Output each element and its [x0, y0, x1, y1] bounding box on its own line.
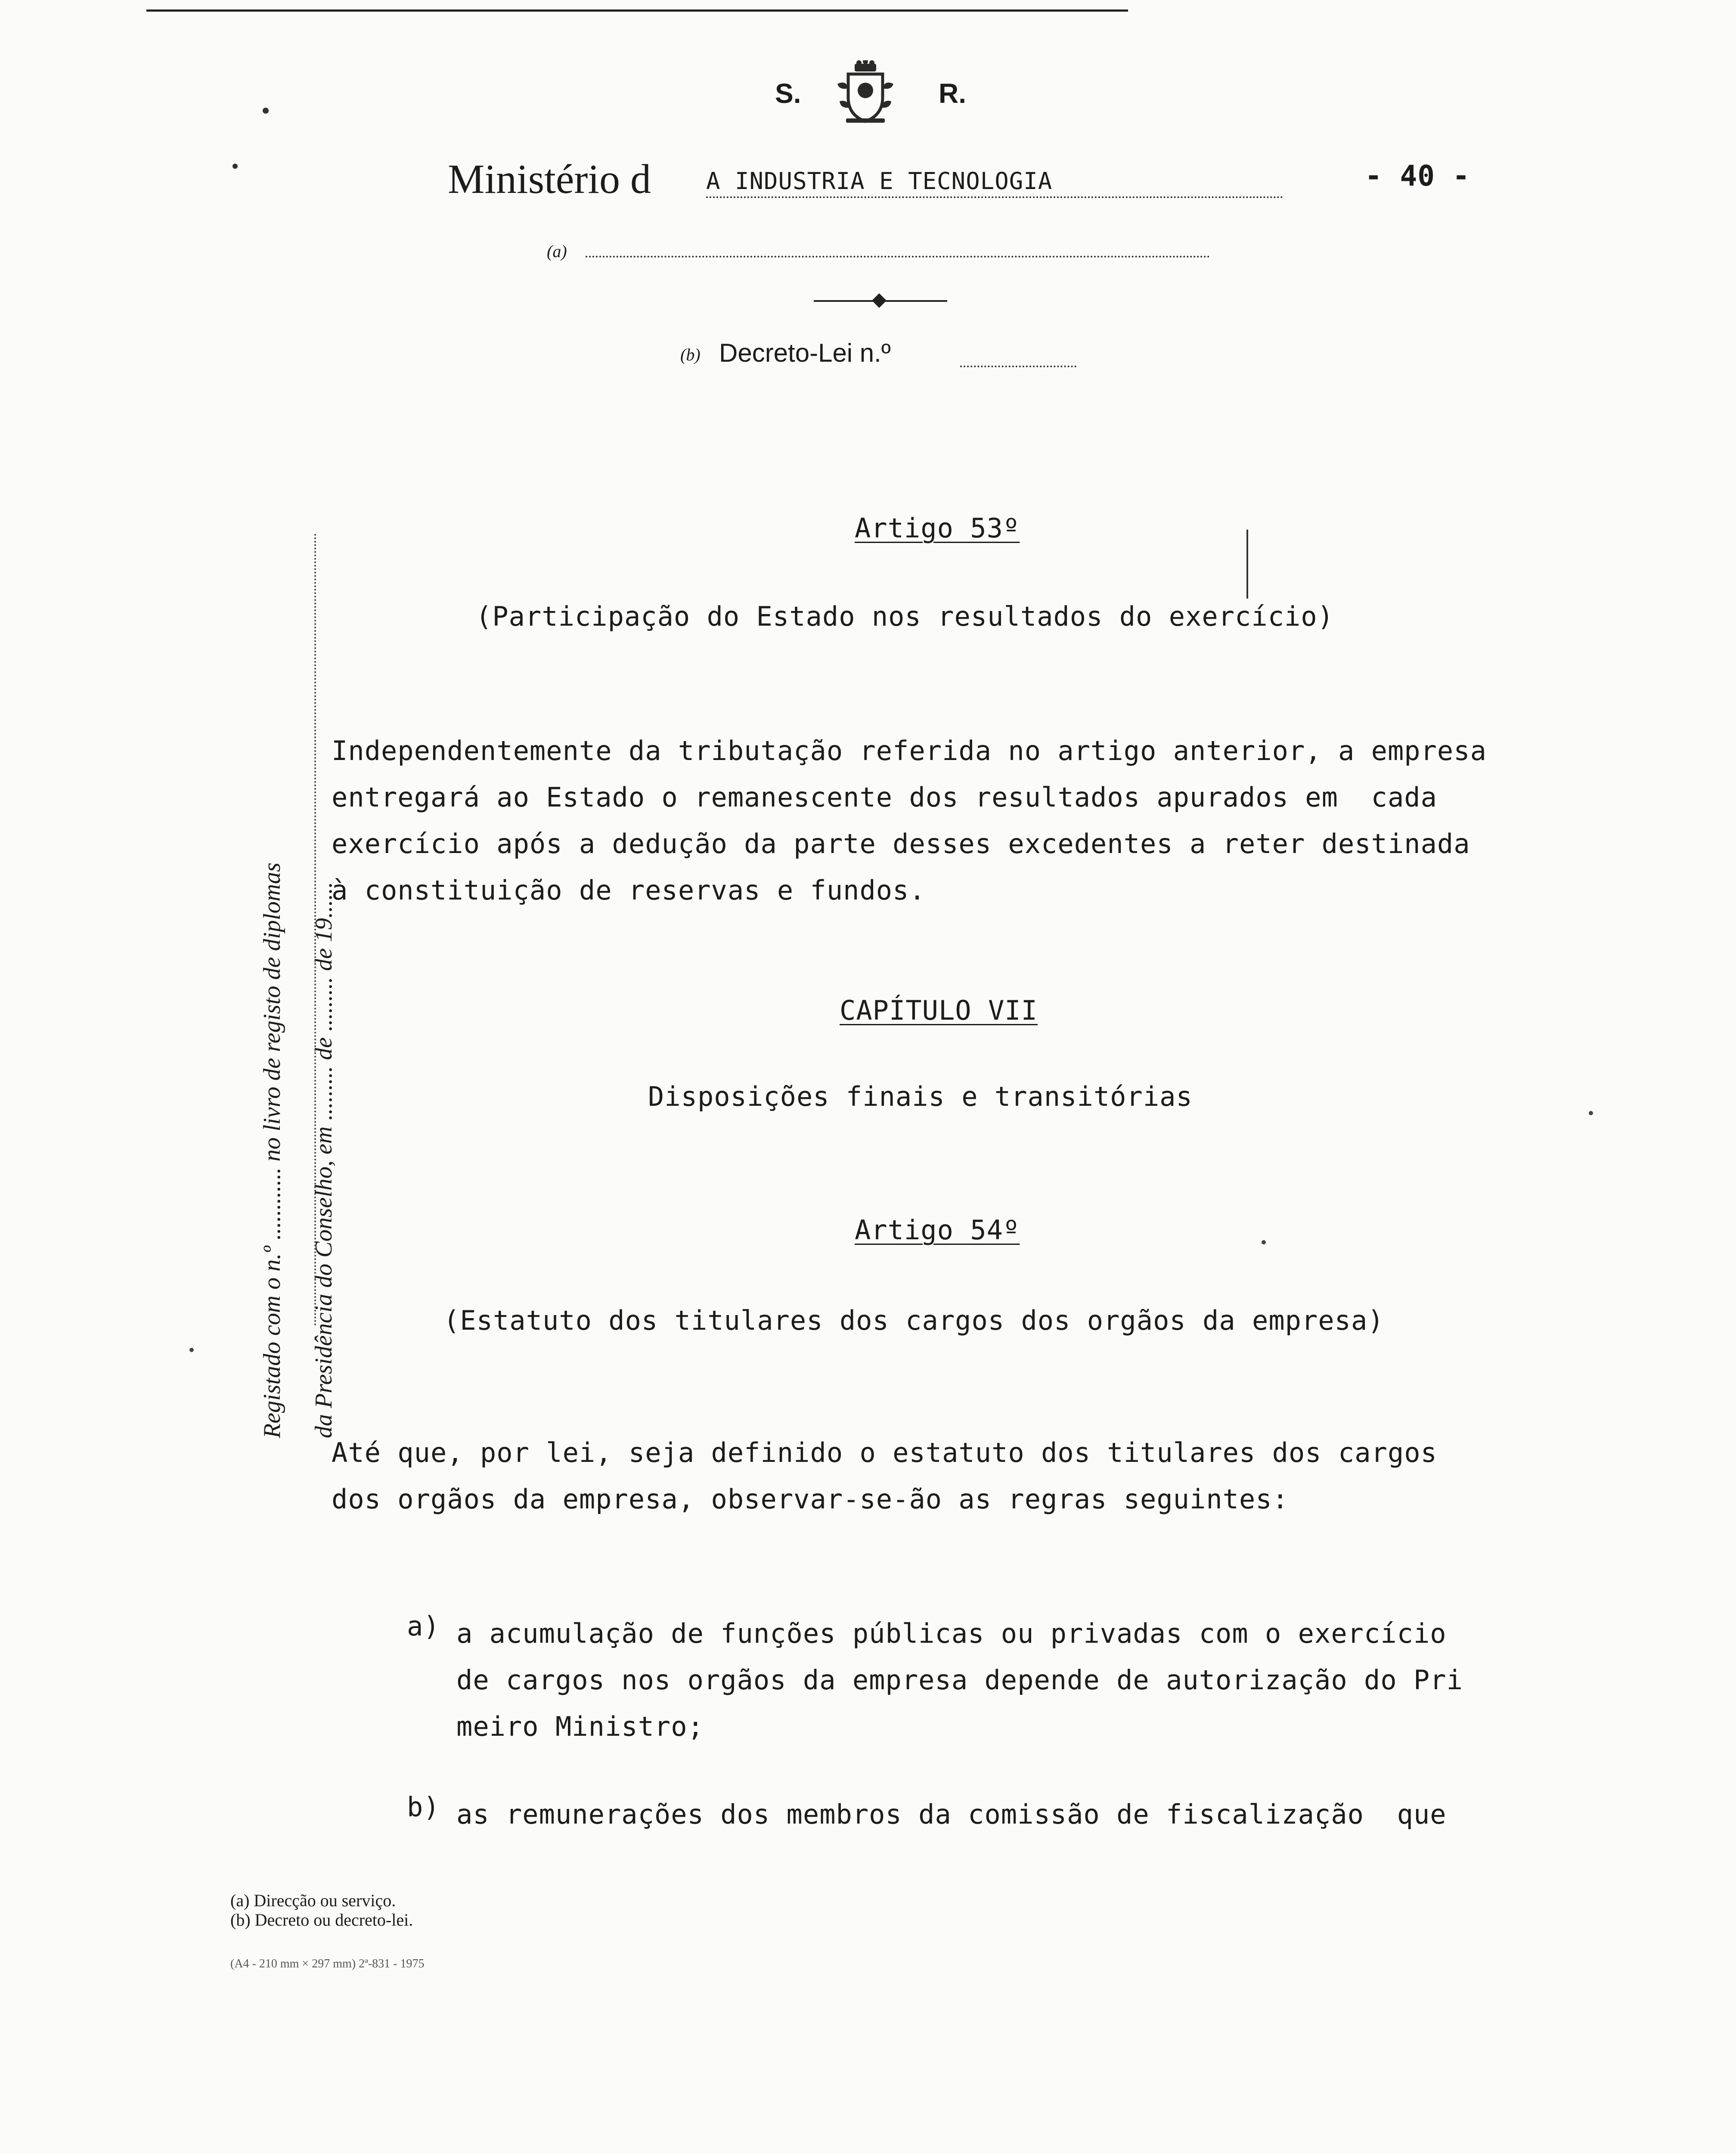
art54-line-2: dos orgãos da empresa, observar-se-ão as regras seguintes:	[332, 1483, 1289, 1515]
coat-of-arms-icon	[835, 60, 896, 125]
footnote-a: (a) Direcção ou serviço.	[230, 1891, 396, 1910]
scan-speck	[1589, 1111, 1593, 1115]
scan-speck	[1262, 1240, 1266, 1244]
art53-title: Artigo 53º	[855, 512, 1020, 544]
item-a-line-2: de cargos nos orgãos da empresa depende de autorização do Pri	[456, 1664, 1463, 1696]
scan-speck	[263, 108, 269, 114]
art53-side-mark	[1246, 530, 1248, 599]
art53-line-4: à constituição de reservas e fundos.	[332, 875, 926, 906]
decreto-dots	[960, 364, 1076, 367]
scan-speck	[189, 1348, 194, 1352]
ministry-name: A INDUSTRIA E TECNOLOGIA	[706, 166, 1283, 198]
decreto-label: Decreto-Lei n.º	[719, 338, 891, 367]
header-s: S.	[775, 78, 801, 109]
item-a-line-1: a acumulação de funções públicas ou privadas com o exercício	[456, 1618, 1447, 1649]
chapter-subtitle: Disposições finais e transitórias	[648, 1081, 1193, 1112]
art54-subtitle: (Estatuto dos titulares dos cargos dos orgãos da empresa)	[443, 1305, 1384, 1336]
item-b-label: b)	[407, 1791, 440, 1823]
ministerio-label: Ministério d	[448, 156, 651, 202]
ornament-diamond	[872, 293, 887, 308]
item-b-line-1: as remunerações dos membros da comissão de fiscalização que	[456, 1799, 1447, 1830]
margin-registration-1: Registado com o n.º ............ no livro de registo de diplomas	[259, 862, 285, 1438]
print-code: (A4 - 210 mm × 297 mm) 2ª-831 - 1975	[230, 1957, 425, 1970]
line-b-label: (b)	[680, 345, 701, 364]
margin-registration-2: da Presidência do Conselho, em ......... de ......... de 19......	[310, 882, 337, 1438]
top-rule	[146, 9, 1128, 12]
line-a-dots	[586, 254, 1210, 257]
item-a-label: a)	[407, 1610, 440, 1642]
art53-subtitle: (Participação do Estado nos resultados do exercício)	[476, 601, 1334, 632]
art54-title: Artigo 54º	[855, 1214, 1020, 1246]
header-r: R.	[939, 78, 966, 109]
line-a-label: (a)	[547, 242, 567, 261]
scan-speck	[232, 164, 238, 169]
item-a-line-3: meiro Ministro;	[456, 1711, 704, 1742]
art53-line-1: Independentemente da tributação referida no artigo anterior, a empresa	[332, 735, 1487, 766]
chapter-title: CAPÍTULO VII	[840, 995, 1038, 1026]
margin-rule	[314, 534, 316, 1326]
art54-line-1: Até que, por lei, seja definido o estatuto dos titulares dos cargos	[332, 1437, 1437, 1468]
page-number: - 40 -	[1365, 159, 1470, 192]
footnote-b: (b) Decreto ou decreto-lei.	[230, 1910, 413, 1930]
art53-line-2: entregará ao Estado o remanescente dos resultados apurados em cada	[332, 782, 1437, 813]
art53-line-3: exercício após a dedução da parte desses excedentes a reter destinada	[332, 828, 1470, 859]
